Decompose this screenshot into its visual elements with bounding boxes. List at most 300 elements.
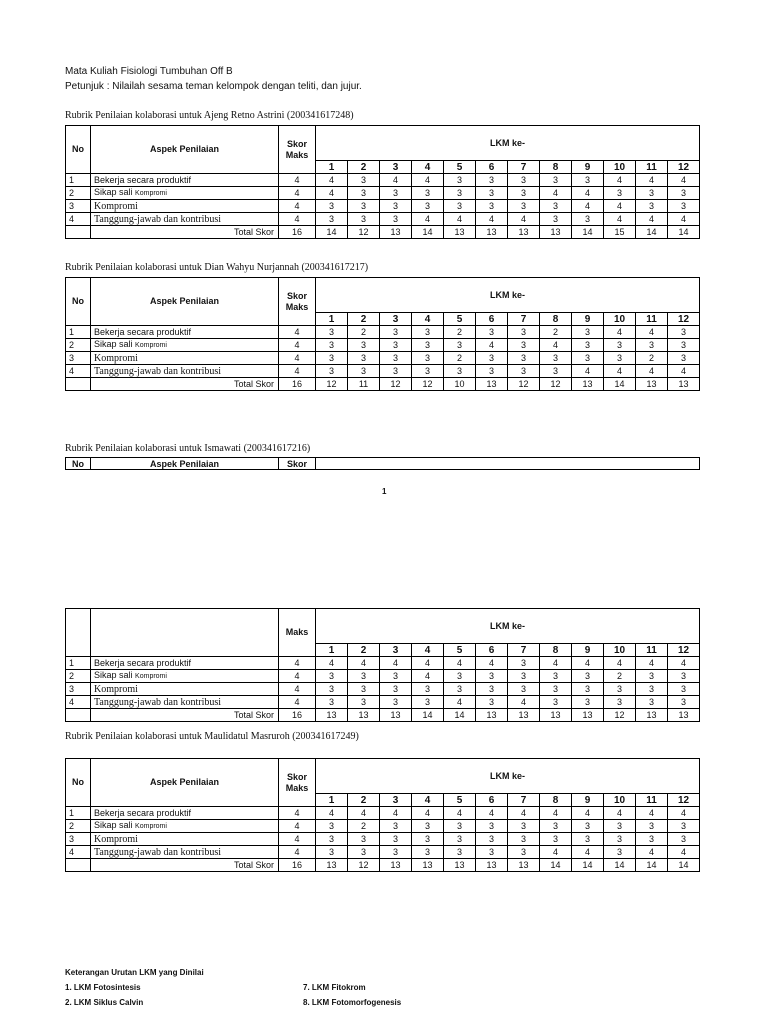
score-cell: 4 (540, 339, 572, 352)
score-cell: 3 (508, 352, 540, 365)
score-cell: 4 (476, 807, 508, 820)
table-row (66, 696, 700, 709)
score-cell: 3 (348, 846, 380, 859)
score-cell: 3 (572, 352, 604, 365)
score-cell: 3 (668, 352, 700, 365)
rubric-table-grid (65, 125, 700, 239)
table-title: Rubrik Penilaian kolaborasi untuk Ajeng Retno Astrini (200341617248) (65, 110, 354, 121)
header-lkm-number: 9 (572, 644, 604, 657)
score-cell: 3 (348, 670, 380, 683)
score-cell: 3 (348, 200, 380, 213)
footer-title: Keterangan Urutan LKM yang Dinilai (65, 968, 204, 977)
header-lkm-number: 1 (316, 794, 348, 807)
row-no: 3 (66, 352, 91, 365)
total-cell: 13 (636, 709, 668, 722)
total-cell: 13 (572, 709, 604, 722)
score-cell: 4 (636, 846, 668, 859)
row-no: 3 (66, 833, 91, 846)
total-cell: 14 (412, 709, 444, 722)
score-cell: 3 (348, 339, 380, 352)
score-cell: 3 (508, 846, 540, 859)
score-cell: 3 (668, 187, 700, 200)
header-lkm-number: 11 (636, 161, 668, 174)
score-cell: 3 (380, 187, 412, 200)
score-cell: 3 (444, 174, 476, 187)
score-cell: 3 (540, 213, 572, 226)
score-cell: 4 (636, 365, 668, 378)
score-cell: 3 (604, 683, 636, 696)
score-cell: 4 (668, 657, 700, 670)
score-cell: 3 (572, 820, 604, 833)
total-cell: 14 (572, 226, 604, 239)
score-cell: 3 (540, 352, 572, 365)
score-cell: 3 (316, 670, 348, 683)
row-no: 2 (66, 670, 91, 683)
header-lkm-number: 7 (508, 161, 540, 174)
score-cell: 4 (636, 174, 668, 187)
score-cell: 3 (508, 200, 540, 213)
header-no (66, 609, 91, 657)
score-cell: 4 (668, 213, 700, 226)
row-no: 2 (66, 820, 91, 833)
header-aspek: Aspek Penilaian (91, 759, 279, 807)
header-skor-maks: Skor Maks (279, 126, 316, 174)
score-cell: 4 (636, 807, 668, 820)
header-lkm-number: 9 (572, 313, 604, 326)
total-cell: 13 (348, 709, 380, 722)
row-max: 4 (279, 174, 316, 187)
score-cell: 3 (508, 187, 540, 200)
score-cell: 3 (380, 365, 412, 378)
header-no: No (66, 759, 91, 807)
total-cell: 12 (380, 378, 412, 391)
score-cell: 3 (604, 846, 636, 859)
score-cell: 3 (508, 833, 540, 846)
header-lkm-number: 3 (380, 794, 412, 807)
course-title: Mata Kuliah Fisiologi Tumbuhan Off B (65, 66, 233, 77)
score-cell: 3 (668, 339, 700, 352)
score-cell: 3 (636, 696, 668, 709)
header-lkm-number: 1 (316, 161, 348, 174)
table-row (66, 187, 700, 200)
total-cell: 13 (540, 226, 572, 239)
score-cell: 4 (508, 213, 540, 226)
score-cell: 4 (604, 174, 636, 187)
row-no: 4 (66, 365, 91, 378)
table-row (66, 846, 700, 859)
score-cell: 3 (572, 683, 604, 696)
total-cell: 12 (604, 709, 636, 722)
score-cell: 4 (316, 174, 348, 187)
total-cell: 14 (572, 859, 604, 872)
row-max: 4 (279, 670, 316, 683)
row-no: 1 (66, 657, 91, 670)
score-cell: 3 (540, 820, 572, 833)
table-row (66, 683, 700, 696)
row-max: 4 (279, 657, 316, 670)
score-cell: 3 (604, 339, 636, 352)
score-cell: 3 (412, 365, 444, 378)
score-cell: 3 (348, 174, 380, 187)
score-cell: 3 (476, 174, 508, 187)
score-cell: 3 (444, 200, 476, 213)
header-lkm-number: 11 (636, 794, 668, 807)
table-row (66, 807, 700, 820)
footer-item: 8. LKM Fotomorfogenesis (303, 998, 402, 1007)
score-cell: 3 (476, 696, 508, 709)
score-cell: 3 (572, 174, 604, 187)
header-lkm: LKM ke- (316, 126, 700, 161)
total-cell: 13 (476, 378, 508, 391)
row-aspek: Bekerja secara produktif (91, 326, 279, 339)
header-skor-maks: Maks (279, 609, 316, 657)
score-cell: 3 (476, 670, 508, 683)
score-cell: 3 (380, 670, 412, 683)
row-aspek: Bekerja secara produktif (91, 657, 279, 670)
score-cell: 3 (348, 352, 380, 365)
header-lkm-number: 3 (380, 161, 412, 174)
score-cell: 3 (572, 213, 604, 226)
score-cell: 4 (380, 807, 412, 820)
total-cell: 12 (348, 226, 380, 239)
score-cell: 3 (380, 833, 412, 846)
row-no: 3 (66, 683, 91, 696)
score-cell: 3 (348, 213, 380, 226)
score-cell: 3 (380, 846, 412, 859)
score-cell: 3 (412, 326, 444, 339)
score-cell: 3 (604, 352, 636, 365)
total-cell: 15 (604, 226, 636, 239)
score-cell: 3 (412, 339, 444, 352)
header-lkm-number: 5 (444, 794, 476, 807)
row-no: 4 (66, 846, 91, 859)
score-cell: 3 (444, 833, 476, 846)
header-no: No (66, 278, 91, 326)
total-cell: 13 (476, 859, 508, 872)
header-lkm-number: 2 (348, 313, 380, 326)
row-max: 4 (279, 820, 316, 833)
row-max: 4 (279, 339, 316, 352)
total-cell: 13 (572, 378, 604, 391)
score-cell: 3 (668, 696, 700, 709)
row-no: 4 (66, 213, 91, 226)
score-cell: 3 (604, 820, 636, 833)
score-cell: 3 (444, 683, 476, 696)
score-cell: 4 (636, 213, 668, 226)
table-row (66, 657, 700, 670)
row-max: 4 (279, 807, 316, 820)
score-cell: 3 (668, 200, 700, 213)
total-cell: 14 (444, 709, 476, 722)
total-max: 16 (279, 226, 316, 239)
row-aspek: Tanggung-jawab dan kontribusi (91, 213, 279, 226)
score-cell: 3 (476, 846, 508, 859)
header-lkm: LKM ke- (316, 609, 700, 644)
row-aspek: Tanggung-jawab dan kontribusi (91, 365, 279, 378)
score-cell: 3 (412, 833, 444, 846)
row-no: 2 (66, 187, 91, 200)
rubric-table-grid (65, 277, 700, 391)
score-cell: 3 (572, 696, 604, 709)
score-cell: 3 (668, 683, 700, 696)
header-lkm-number: 2 (348, 644, 380, 657)
score-cell: 4 (444, 213, 476, 226)
header-lkm-number: 8 (540, 794, 572, 807)
score-cell: 3 (476, 683, 508, 696)
score-cell: 4 (604, 365, 636, 378)
total-cell: 13 (316, 859, 348, 872)
score-cell: 4 (476, 339, 508, 352)
table-title: Rubrik Penilaian kolaborasi untuk Ismawati (200341617216) (65, 443, 311, 454)
total-cell: 12 (412, 378, 444, 391)
total-cell: 13 (380, 709, 412, 722)
score-cell: 3 (540, 683, 572, 696)
total-cell: 14 (316, 226, 348, 239)
score-cell: 4 (572, 200, 604, 213)
row-max: 4 (279, 213, 316, 226)
score-cell: 3 (540, 365, 572, 378)
header-lkm-number: 2 (348, 161, 380, 174)
score-cell: 4 (572, 846, 604, 859)
header-lkm-number: 12 (668, 644, 700, 657)
row-aspek: Kompromi (91, 200, 279, 213)
score-cell: 4 (380, 174, 412, 187)
score-cell: 4 (444, 696, 476, 709)
score-cell: 3 (476, 326, 508, 339)
score-cell: 4 (572, 187, 604, 200)
score-cell: 3 (572, 326, 604, 339)
total-cell: 11 (348, 378, 380, 391)
score-cell: 2 (636, 352, 668, 365)
score-cell: 3 (476, 200, 508, 213)
score-cell: 4 (444, 807, 476, 820)
score-cell: 2 (348, 820, 380, 833)
header-lkm-number: 1 (316, 313, 348, 326)
score-cell: 3 (668, 670, 700, 683)
header-lkm: LKM ke- (316, 759, 700, 794)
header-skor-maks: Skor Maks (279, 759, 316, 807)
score-cell: 3 (508, 339, 540, 352)
row-max: 4 (279, 696, 316, 709)
header-lkm-number: 8 (540, 644, 572, 657)
row-aspek: Tanggung-jawab dan kontribusi (91, 696, 279, 709)
score-cell: 3 (540, 696, 572, 709)
score-cell: 3 (380, 683, 412, 696)
total-cell: 13 (476, 709, 508, 722)
header-lkm-number: 12 (668, 313, 700, 326)
score-cell: 4 (316, 187, 348, 200)
table-row (66, 339, 700, 352)
score-cell: 3 (508, 820, 540, 833)
score-cell: 3 (348, 833, 380, 846)
total-cell: 13 (380, 226, 412, 239)
header-no: No (66, 458, 91, 470)
score-cell: 2 (540, 326, 572, 339)
header-lkm-number: 4 (412, 161, 444, 174)
header-skor-maks: Skor Maks (279, 278, 316, 326)
score-cell: 3 (476, 833, 508, 846)
total-cell: 13 (444, 226, 476, 239)
row-aspek: Bekerja secara produktif (91, 807, 279, 820)
score-cell: 3 (380, 820, 412, 833)
score-cell: 4 (412, 670, 444, 683)
score-cell: 4 (508, 696, 540, 709)
score-cell: 3 (348, 696, 380, 709)
score-cell: 3 (412, 200, 444, 213)
row-aspek: Kompromi (91, 683, 279, 696)
row-no: 1 (66, 326, 91, 339)
row-max: 4 (279, 683, 316, 696)
score-cell: 3 (636, 833, 668, 846)
score-cell: 3 (572, 670, 604, 683)
footer-item: 1. LKM Fotosintesis (65, 983, 141, 992)
page-number: 1 (382, 487, 387, 496)
header-lkm-number: 12 (668, 794, 700, 807)
score-cell: 4 (604, 657, 636, 670)
header-lkm-number: 12 (668, 161, 700, 174)
score-cell: 3 (572, 339, 604, 352)
row-no: 2 (66, 339, 91, 352)
total-label: Total Skor (91, 378, 279, 391)
score-cell: 4 (572, 657, 604, 670)
score-cell: 3 (444, 846, 476, 859)
score-cell: 3 (348, 683, 380, 696)
total-cell: 12 (540, 378, 572, 391)
score-cell: 3 (668, 820, 700, 833)
total-cell: 13 (508, 709, 540, 722)
score-cell: 4 (668, 365, 700, 378)
score-cell: 3 (636, 683, 668, 696)
score-cell: 4 (412, 657, 444, 670)
table-row (66, 326, 700, 339)
score-cell: 4 (572, 365, 604, 378)
score-cell: 3 (604, 696, 636, 709)
row-no: 1 (66, 174, 91, 187)
row-no: 1 (66, 807, 91, 820)
header-lkm-number: 6 (476, 313, 508, 326)
score-cell: 2 (604, 670, 636, 683)
header-lkm: LKM ke- (316, 278, 700, 313)
header-lkm-number: 6 (476, 161, 508, 174)
header-lkm-number: 3 (380, 644, 412, 657)
instruction-text: Petunjuk : Nilailah sesama teman kelompok dengan teliti, dan jujur. (65, 81, 362, 92)
header-lkm-number: 11 (636, 313, 668, 326)
score-cell: 3 (316, 200, 348, 213)
score-cell: 3 (540, 833, 572, 846)
header-aspek: Aspek Penilaian (91, 458, 279, 470)
score-cell: 3 (316, 683, 348, 696)
score-cell: 3 (412, 187, 444, 200)
score-cell: 3 (316, 365, 348, 378)
score-cell: 3 (380, 326, 412, 339)
score-cell: 3 (668, 326, 700, 339)
score-cell: 3 (316, 213, 348, 226)
score-cell: 4 (604, 200, 636, 213)
score-cell: 4 (476, 657, 508, 670)
row-aspek: Kompromi (91, 352, 279, 365)
table-row (66, 833, 700, 846)
total-cell: 10 (444, 378, 476, 391)
header-lkm-number: 4 (412, 644, 444, 657)
total-cell: 12 (316, 378, 348, 391)
score-cell: 3 (380, 696, 412, 709)
total-label: Total Skor (91, 226, 279, 239)
score-cell: 3 (476, 365, 508, 378)
score-cell: 4 (540, 846, 572, 859)
table-row (66, 820, 700, 833)
score-cell: 4 (380, 657, 412, 670)
score-cell: 2 (444, 352, 476, 365)
total-row (66, 378, 700, 391)
total-cell: 13 (316, 709, 348, 722)
total-cell: 13 (636, 378, 668, 391)
score-cell: 3 (348, 365, 380, 378)
total-max: 16 (279, 378, 316, 391)
footer-item: 7. LKM Fitokrom (303, 983, 366, 992)
header-lkm-number: 10 (604, 644, 636, 657)
score-cell: 2 (444, 326, 476, 339)
score-cell: 3 (412, 820, 444, 833)
score-cell: 3 (444, 365, 476, 378)
total-cell: 13 (668, 709, 700, 722)
header-lkm-number: 8 (540, 313, 572, 326)
header-lkm-number: 11 (636, 644, 668, 657)
total-cell: 12 (508, 378, 540, 391)
total-row (66, 709, 700, 722)
header-lkm-number: 8 (540, 161, 572, 174)
total-cell: 13 (508, 859, 540, 872)
score-cell: 3 (444, 339, 476, 352)
score-cell: 3 (316, 352, 348, 365)
score-cell: 3 (380, 352, 412, 365)
score-cell: 4 (604, 326, 636, 339)
total-cell: 13 (476, 226, 508, 239)
row-max: 4 (279, 200, 316, 213)
header-lkm-number: 10 (604, 794, 636, 807)
total-cell: 14 (540, 859, 572, 872)
score-cell: 3 (476, 187, 508, 200)
row-no: 4 (66, 696, 91, 709)
row-max: 4 (279, 846, 316, 859)
score-cell: 3 (508, 365, 540, 378)
score-cell: 4 (412, 174, 444, 187)
score-cell: 2 (348, 326, 380, 339)
score-cell: 4 (412, 213, 444, 226)
row-aspek: Sikap sali Kompromi (91, 670, 279, 683)
header-lkm-number: 3 (380, 313, 412, 326)
header-lkm-number: 7 (508, 313, 540, 326)
header-lkm-number: 4 (412, 313, 444, 326)
table-title: Rubrik Penilaian kolaborasi untuk Dian Wahyu Nurjannah (200341617217) (65, 262, 369, 273)
table-row (66, 352, 700, 365)
score-cell: 4 (668, 846, 700, 859)
score-cell: 3 (508, 174, 540, 187)
rubric-table-grid (65, 758, 700, 872)
row-max: 4 (279, 326, 316, 339)
score-cell: 4 (444, 657, 476, 670)
total-max: 16 (279, 709, 316, 722)
score-cell: 3 (444, 820, 476, 833)
score-cell: 4 (316, 657, 348, 670)
total-cell: 14 (668, 859, 700, 872)
score-cell: 4 (540, 187, 572, 200)
header-lkm-number: 5 (444, 644, 476, 657)
total-cell: 13 (380, 859, 412, 872)
score-cell: 3 (636, 670, 668, 683)
row-max: 4 (279, 365, 316, 378)
score-cell: 3 (636, 339, 668, 352)
total-max: 16 (279, 859, 316, 872)
